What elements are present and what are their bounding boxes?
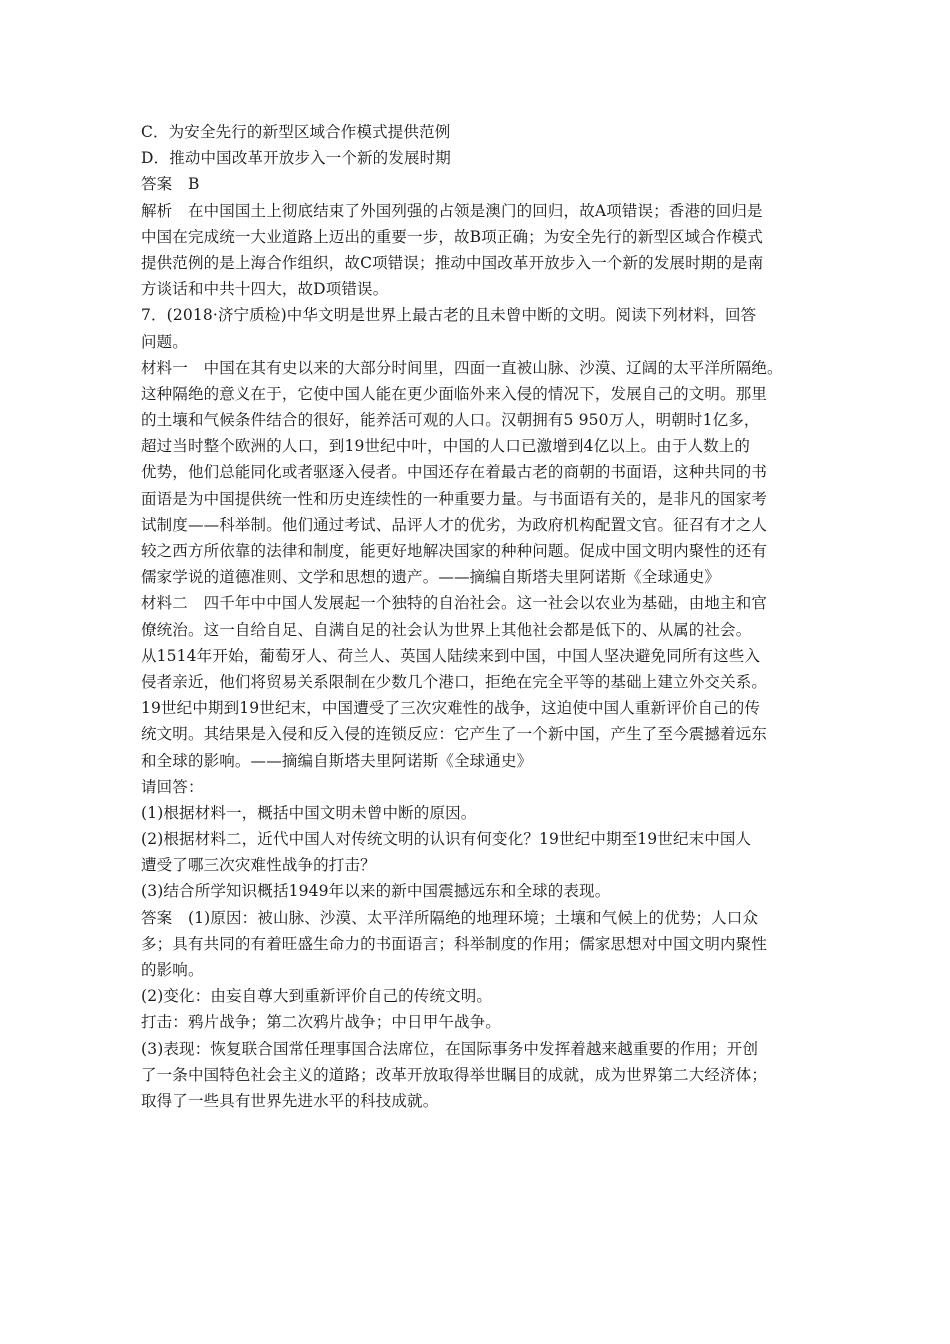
material-two-line: 材料二 四千年中中国人发展起一个独特的自治社会。这一社会以农业为基础，由地主和官 <box>141 594 768 613</box>
sub-question-3: (3)结合所学知识概括1949年以来的新中国震撼远东和全球的表现。 <box>141 882 611 901</box>
material-one-line: 的土壤和气候条件结合的很好，能养活可观的人口。汉朝拥有5 950万人，明朝时1亿多， <box>141 411 760 430</box>
analysis-line: 方谈话和中共十四大，故D项错误。 <box>141 280 389 299</box>
material-one-line: 试制度——科举制。他们通过考试、品评人才的优劣，为政府机构配置文官。征召有才之人 <box>141 515 768 534</box>
material-one-line: 材料一 中国在其有史以来的大部分时间里，四面一直被山脉、沙漠、辽阔的太平洋所隔绝。 <box>141 358 783 377</box>
material-one-line: 优势，他们总能同化或者驱逐入侵者。中国还存在着最古老的商朝的书面语，这种共同的书 <box>141 463 768 482</box>
option-c: C．为安全先行的新型区域合作模式提供范例 <box>141 123 451 141</box>
answer-line: 答案 B <box>141 175 200 194</box>
answer-1-line: 的影响。 <box>141 961 204 979</box>
sub-question-2: 遭受了哪三次灾难性战争的打击？ <box>141 856 376 875</box>
question-7-stem: 7．(2018·济宁质检)中华文明是世界上最古老的且未曾中断的文明。阅读下列材料，回答 <box>141 306 757 325</box>
material-two-line: 从1514年开始，葡萄牙人、荷兰人、英国人陆续来到中国，中国人坚决避免同所有这些入 <box>141 646 761 665</box>
analysis-line: 提供范例的是上海合作组织，故C项错误；推动中国改革开放步入一个新的发展时期的是南 <box>141 253 764 272</box>
material-two-line: 19世纪中期到19世纪末，中国遭受了三次灾难性的战争，这迫使中国人重新评价自己的传 <box>141 699 761 718</box>
answer-2-line: (2)变化：由妄自尊大到重新评价自己的传统文明。 <box>141 987 493 1006</box>
question-7-stem: 问题。 <box>141 332 188 351</box>
answer-3-line: 了一条中国特色社会主义的道路；改革开放取得举世瞩目的成就，成为世界第二大经济体； <box>141 1065 768 1084</box>
material-one-line: 面语是为中国提供统一性和历史连续性的一种重要力量。与书面语有关的，是非凡的国家考 <box>141 489 768 508</box>
material-one-line: 超过当时整个欧洲的人口，到19世纪中叶，中国的人口已激增到4亿以上。由于人数上的 <box>141 437 751 456</box>
sub-question-1: (1)根据材料一，概括中国文明未曾中断的原因。 <box>141 803 477 822</box>
material-one-line: 较之西方所依靠的法律和制度，能更好地解决国家的种种问题。促成中国文明内聚性的还有 <box>141 542 768 560</box>
answer-1-line: 多；具有共同的有着旺盛生命力的书面语言；科举制度的作用；儒家思想对中国文明内聚性 <box>141 934 768 953</box>
answer-3-line: (3)表现：恢复联合国常任理事国合法席位，在国际事务中发挥着越来越重要的作用；开创 <box>141 1039 759 1058</box>
material-two-line: 侵者亲近，他们将贸易关系限制在少数几个港口，拒绝在完全平等的基础上建立外交关系。 <box>141 672 768 691</box>
material-one-line: 儒家学说的道德准则、文学和思想的遗产。——摘编自斯塔夫里阿诺斯《全球通史》 <box>141 568 721 587</box>
prompt-line: 请回答： <box>141 777 204 796</box>
answer-3-line: 取得了一些具有世界先进水平的科技成就。 <box>141 1091 439 1110</box>
analysis-line: 中国在完成统一大业道路上迈出的重要一步，故B项正确；为安全先行的新型区域合作模式 <box>141 227 763 246</box>
material-two-line: 统文明。其结果是入侵和反入侵的连锁反应：它产生了一个新中国，产生了至今震撼着远东 <box>141 725 768 744</box>
material-one-line: 这种隔绝的意义在于，它使中国人能在更少面临外来入侵的情况下，发展自己的文明。那里 <box>141 384 768 403</box>
sub-question-2: (2)根据材料二，近代中国人对传统文明的认识有何变化？19世纪中期至19世纪末中国人 <box>141 830 752 849</box>
option-d: D．推动中国改革开放步入一个新的发展时期 <box>141 149 451 168</box>
answer-1-line: 答案 (1)原因：被山脉、沙漠、太平洋所隔绝的地理环境；土壤和气候上的优势；人口众 <box>141 908 759 927</box>
material-two-line: 僚统治。这一自给自足、自满自足的社会认为世界上其他社会都是低下的、从属的社会。 <box>141 620 752 639</box>
analysis-line: 解析 在中国国土上彻底结束了外国列强的占领是澳门的回归，故A项错误；香港的回归是 <box>141 201 763 220</box>
material-two-line: 和全球的影响。——摘编自斯塔夫里阿诺斯《全球通史》 <box>141 751 533 770</box>
document-body <box>141 119 831 1114</box>
answer-2-line: 打击：鸦片战争；第二次鸦片战争；中日甲午战争。 <box>141 1013 501 1032</box>
